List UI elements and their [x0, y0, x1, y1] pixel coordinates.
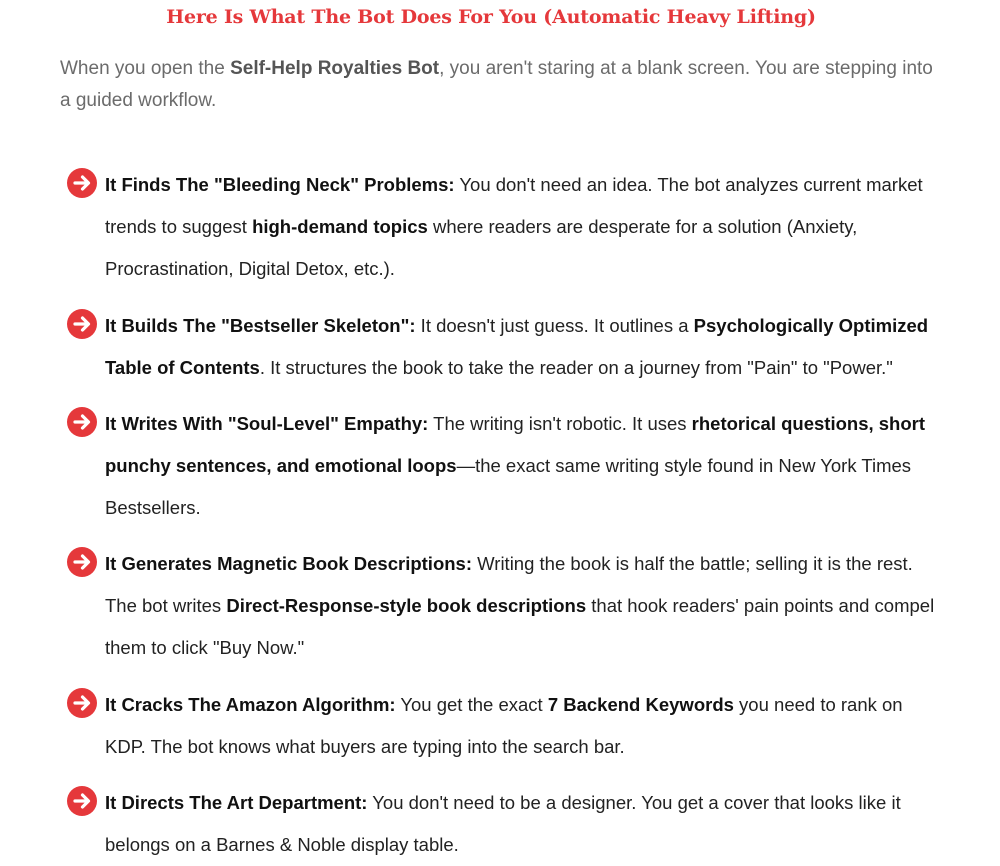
- feature-body: You don't need an idea. The bot analyzes current market trends to suggest: [105, 174, 923, 237]
- feature-body-end: you need to rank on KDP. The bot knows what buyers are typing into the search bar.: [105, 694, 903, 757]
- feature-highlight: Psychologically Optimized Table of Contents: [105, 315, 929, 378]
- feature-highlight: 7 Backend Keywords: [547, 694, 734, 715]
- feature-title: It Directs The Art Department:: [105, 792, 368, 813]
- feature-title: It Generates Magnetic Book Descriptions:: [105, 553, 473, 574]
- feature-title: It Finds The "Bleeding Neck" Problems:: [105, 174, 455, 195]
- feature-text: [105, 305, 945, 389]
- feature-text: [105, 403, 945, 529]
- feature-highlight: rhetorical questions, short punchy sentences, and emotional loops: [105, 413, 926, 476]
- feature-body-end: . It structures the book to take the reader on a journey from "Pain" to "Power.": [259, 357, 893, 378]
- feature-body-end: that hook readers' pain points and compel them to click "Buy Now.": [105, 595, 935, 658]
- feature-body: It doesn't just guess. It outlines a: [415, 315, 694, 336]
- feature-body: You don't need to be a designer. You get a cover that looks like it belongs on a Barnes & Noble display table.: [105, 792, 901, 855]
- arrow-right-circle-icon: [67, 407, 97, 437]
- intro-text-start: When you open the: [60, 58, 231, 79]
- arrow-right-circle-icon: [67, 309, 97, 339]
- feature-text: [105, 782, 945, 866]
- arrow-right-circle-icon: [67, 168, 97, 198]
- feature-text: [105, 164, 945, 290]
- feature-text: [105, 543, 945, 669]
- feature-highlight: Direct-Response-style book descriptions: [226, 595, 587, 616]
- feature-body-end: —the exact same writing style found in New York Times Bestsellers.: [105, 455, 912, 518]
- feature-highlight: high-demand topics: [252, 216, 428, 237]
- feature-body-end: where readers are desperate for a solution (Anxiety, Procrastination, Digital Detox, etc.).: [105, 216, 858, 279]
- feature-body: The writing isn't robotic. It uses: [428, 413, 692, 434]
- intro-paragraph: [60, 53, 940, 117]
- feature-body: You get the exact: [395, 694, 548, 715]
- feature-text: [105, 684, 945, 768]
- intro-text-end: , you aren't staring at a blank screen. You are stepping into a guided workflow.: [60, 58, 933, 111]
- feature-title: It Builds The "Bestseller Skeleton":: [105, 315, 416, 336]
- feature-body: Writing the book is half the battle; selling it is the rest. The bot writes: [105, 553, 913, 616]
- feature-title: It Cracks The Amazon Algorithm:: [105, 694, 396, 715]
- arrow-right-circle-icon: [67, 786, 97, 816]
- arrow-right-circle-icon: [67, 547, 97, 577]
- section-heading: Here Is What The Bot Does For You (Automatic Heavy Lifting): [166, 6, 816, 28]
- feature-title: It Writes With "Soul-Level" Empathy:: [105, 413, 429, 434]
- arrow-right-circle-icon: [67, 688, 97, 718]
- intro-bot-name: Self-Help Royalties Bot: [230, 58, 440, 79]
